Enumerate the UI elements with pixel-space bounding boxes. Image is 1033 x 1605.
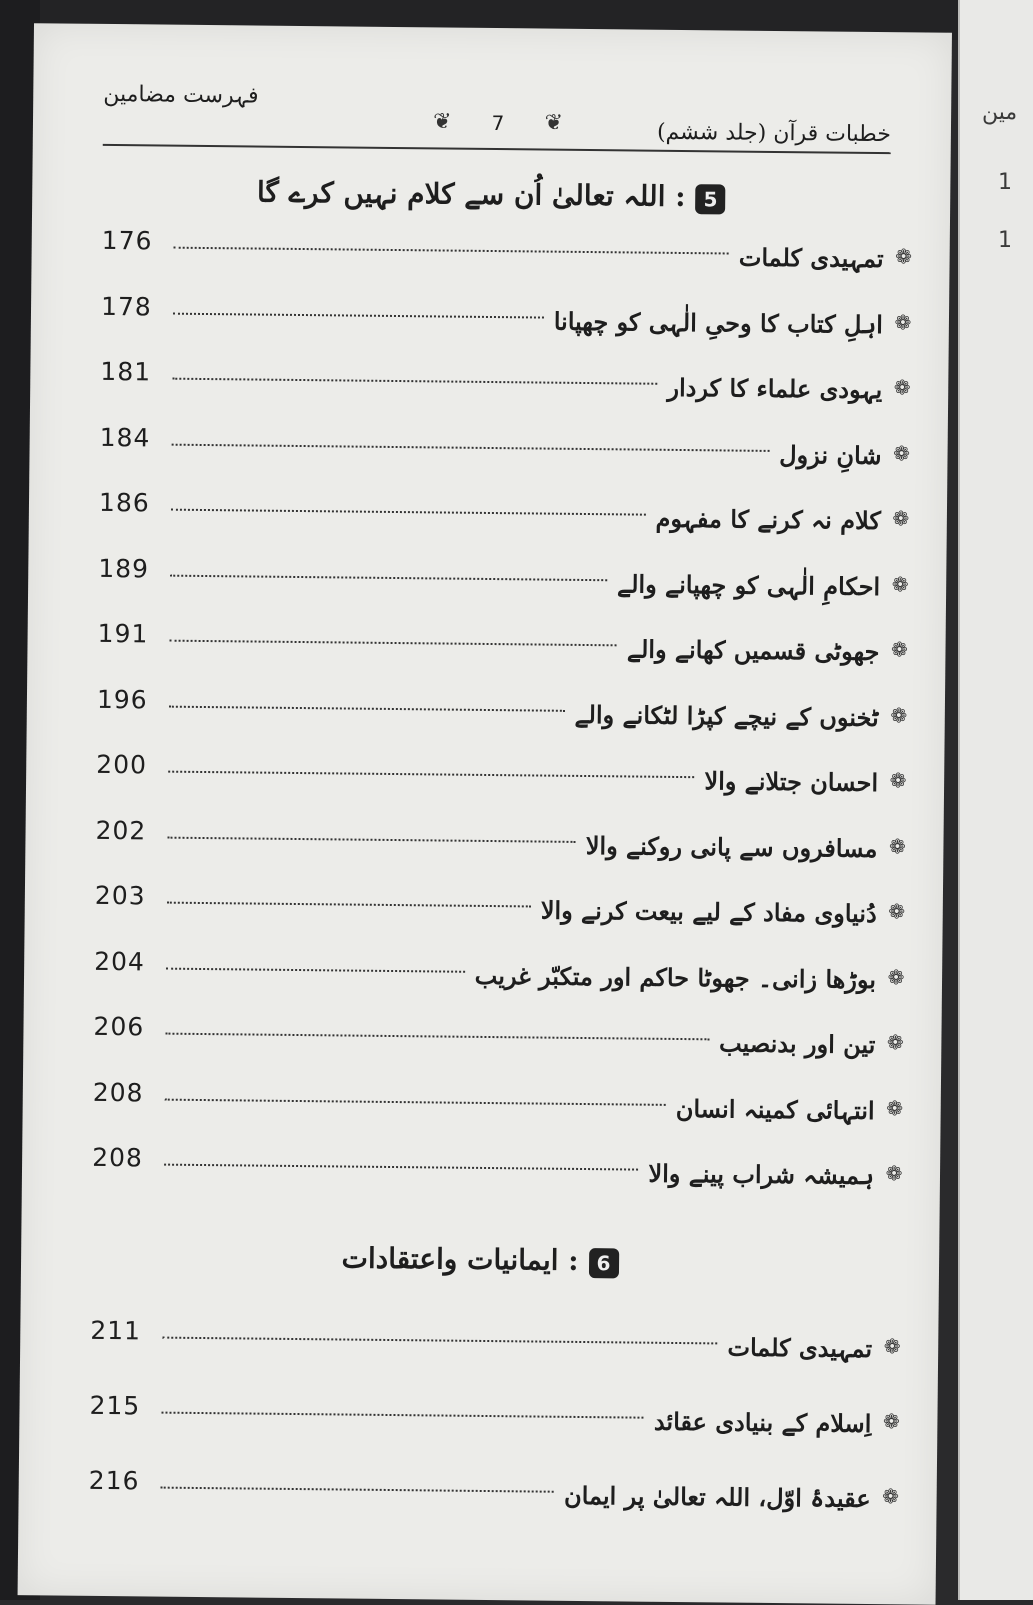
toc-entry[interactable]: [92, 1141, 905, 1209]
toc-entry-title: شانِ نزول: [779, 439, 882, 470]
page-number: 7: [491, 110, 505, 136]
dot-leader: [165, 1033, 709, 1041]
adjacent-page-number: 1: [998, 228, 1012, 253]
toc-page-number: 176: [101, 225, 153, 256]
dot-leader: [167, 902, 531, 908]
toc-entry-title: جھوٹی قسمیں کھانے والے: [626, 634, 880, 667]
dot-leader: [170, 574, 607, 581]
dot-leader: [170, 640, 617, 647]
toc-entry[interactable]: [97, 617, 910, 685]
flower-bullet-icon: ❁: [887, 964, 905, 989]
toc-page-number: 189: [98, 553, 150, 583]
toc-entry-title: مسافروں سے پانی روکنے والا: [585, 830, 878, 863]
toc-entry-title: احکامِ الٰہی کو چھپانے والے: [616, 568, 881, 601]
adjacent-page-number: 1: [998, 170, 1012, 195]
toc-entry[interactable]: [101, 224, 914, 292]
toc-page-number: 206: [93, 1011, 145, 1042]
toc-entry-title: ٹخنوں کے نیچے کپڑا لٹکانے والے: [574, 699, 879, 732]
toc-page-number: 215: [89, 1390, 141, 1421]
toc-page-number: 196: [96, 684, 148, 714]
toc-entry-title: تین اور بدنصیب: [718, 1028, 876, 1060]
section-number-badge: 5: [695, 184, 725, 214]
dot-leader: [172, 443, 770, 451]
section-title: : اللہ تعالیٰ اُن سے کلام نہیں کرے گا: [256, 175, 686, 214]
toc-page-number: 204: [94, 946, 146, 976]
toc-entry[interactable]: [94, 944, 907, 1012]
adjacent-page: [958, 0, 1033, 1600]
toc-entry[interactable]: [93, 1010, 906, 1078]
dot-leader: [167, 836, 575, 842]
flower-bullet-icon: ❁: [882, 1409, 900, 1434]
toc-entry[interactable]: [94, 879, 907, 947]
flower-bullet-icon: ❁: [893, 440, 911, 465]
toc-entry-title: دُنیاوی مفاد کے لیے بیعت کرنے والا: [540, 895, 877, 929]
flower-bullet-icon: ❁: [890, 702, 908, 727]
toc-entry-title: اہلِ کتاب کا وحیِ الٰہی کو چھپانا: [553, 306, 884, 339]
dot-leader: [171, 509, 646, 516]
flower-bullet-icon: ❁: [893, 375, 911, 400]
toc-entry-title: انتہائی کمینہ انسان: [675, 1093, 875, 1125]
toc-page-number: 203: [94, 880, 146, 911]
dot-leader: [168, 771, 694, 779]
toc-entry[interactable]: [99, 420, 912, 488]
adjacent-page-fragment: مین: [982, 100, 1018, 125]
toc-entry[interactable]: [92, 1075, 905, 1143]
toc-entry[interactable]: [88, 1464, 901, 1532]
flower-bullet-icon: ❁: [895, 244, 913, 269]
toc-entry[interactable]: [96, 682, 909, 750]
toc-page-number: 200: [96, 749, 148, 780]
flower-bullet-icon: ❁: [889, 768, 907, 793]
toc-page-number: 178: [100, 291, 152, 321]
dot-leader: [161, 1487, 554, 1493]
toc-entry[interactable]: [90, 1314, 903, 1382]
toc-page-number: 202: [95, 815, 147, 845]
book-page: [18, 23, 952, 1605]
toc-entry-title: بوڑھا زانی۔ جھوٹا حاکم اور متکبّر غریب: [474, 960, 877, 994]
toc-page-number: 216: [88, 1465, 140, 1496]
flower-bullet-icon: ❁: [892, 506, 910, 531]
toc-page-number: 211: [90, 1315, 142, 1346]
toc-entry[interactable]: [100, 355, 913, 423]
dot-leader: [162, 1337, 717, 1345]
toc-page-number: 208: [92, 1077, 144, 1107]
toc-entry[interactable]: [98, 551, 911, 619]
flower-bullet-icon: ❁: [888, 833, 906, 858]
toc-entry[interactable]: [99, 486, 912, 554]
toc-page-number: 191: [97, 618, 149, 649]
section-heading: [21, 1238, 939, 1282]
toc-entry[interactable]: [96, 748, 909, 816]
flower-bullet-icon: ❁: [886, 1095, 904, 1120]
flower-bullet-icon: ❁: [888, 899, 906, 924]
flower-bullet-icon: ❁: [891, 571, 909, 596]
toc-entry[interactable]: [89, 1389, 902, 1457]
toc-page-number: 181: [100, 356, 152, 387]
flower-bullet-icon: ❁: [886, 1030, 904, 1055]
dot-leader: [169, 705, 565, 711]
flower-bullet-icon: ❁: [894, 309, 912, 334]
flower-bullet-icon: ❁: [891, 637, 909, 662]
section-number-badge: 6: [588, 1248, 618, 1278]
dot-leader: [161, 1412, 643, 1419]
page-header: [103, 76, 892, 154]
flower-bullet-icon: ❁: [882, 1484, 900, 1509]
dot-leader: [172, 378, 657, 385]
toc-entry-title: کلام نہ کرنے کا مفہوم: [655, 503, 882, 536]
dot-leader: [174, 247, 729, 255]
toc-entry-title: عقیدۂ اوّل، اللہ تعالیٰ پر ایمان: [563, 1480, 871, 1514]
dot-leader: [164, 1164, 638, 1171]
toc-page-number: 186: [98, 487, 150, 518]
toc-entry-title: احسان جتلانے والا: [704, 766, 879, 798]
toc-entry[interactable]: [101, 289, 914, 357]
section-title: : ایمانیات واعتقادات: [341, 1241, 579, 1277]
dot-leader: [166, 967, 465, 972]
toc-entry-title: تمہیدی کلمات: [727, 1332, 873, 1364]
toc-entry[interactable]: [95, 813, 908, 881]
toc-page-number: 184: [99, 422, 151, 452]
dot-leader: [173, 312, 544, 318]
dot-leader: [165, 1098, 666, 1105]
flower-bullet-icon: ❁: [885, 1161, 903, 1186]
toc-entry-title: اِسلام کے بنیادی عقائد: [653, 1406, 872, 1439]
section-label: فہرست مضامین: [103, 81, 259, 109]
toc-page-number: 208: [91, 1142, 144, 1173]
toc-entry-title: یہودی علماء کا کردار: [667, 372, 883, 405]
section-heading: [32, 173, 950, 217]
toc-entry-title: ہمیشہ شراب پینے والا: [648, 1158, 875, 1191]
page-number-ornament: [433, 107, 563, 138]
flower-bullet-icon: ❁: [883, 1334, 901, 1359]
book-title: خطبات قرآن (جلد ششم): [656, 119, 892, 148]
toc-entry-title: تمہیدی کلمات: [738, 242, 884, 274]
